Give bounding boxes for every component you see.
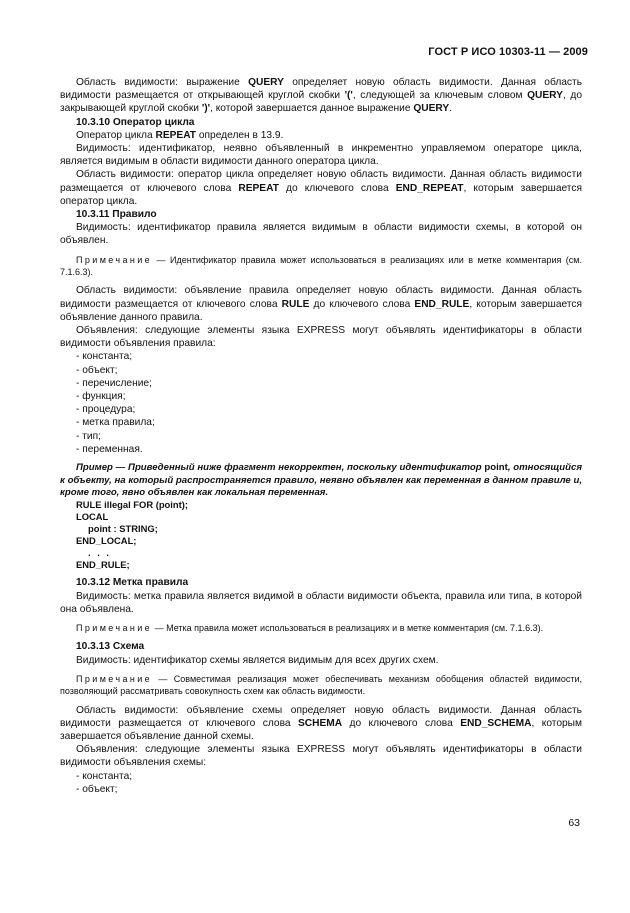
code-line: END_LOCAL;: [76, 535, 137, 547]
query-scope-paragraph: Область видимости: выражение QUERY определяет новую область видимости. Данная область видимости размещается от открывающей круглой скобки '(', следующей за ключевым словом QUERY, до закрывающей круглой скобки ')', которой завершается данное выражение QUERY.: [60, 77, 583, 115]
list-item: - функция;: [76, 391, 126, 403]
code-line: LOCAL: [76, 511, 109, 523]
list-item: - перечисление;: [76, 377, 152, 389]
code-line: RULE illegal FOR (point);: [76, 499, 188, 511]
list-item: - процедура;: [76, 404, 136, 416]
document-header: ГОСТ Р ИСО 10303-11 — 2009: [428, 46, 588, 58]
rule-scope-paragraph: Область видимости: объявление правила определяет новую область видимости. Данная область видимости размещается от ключевого слова RULE до ключевого слова END_RULE, которым завершается объявление данного правила.: [60, 285, 582, 323]
section-heading-10-3-10: 10.3.10 Оператор цикла: [76, 116, 195, 128]
rule-note: Примечание — Идентификатор правила может использоваться в реализациях или в метке комментария (см. 7.1.6.3).: [60, 254, 582, 278]
rule-visibility-paragraph: Видимость: идентификатор правила является видимым в области видимости схемы, в которой он объявлен.: [60, 222, 582, 247]
list-item: - константа;: [76, 351, 133, 363]
list-item: - тип;: [76, 430, 101, 442]
rule-example: Пример — Приведенный ниже фрагмент некорректен, поскольку идентификатор point, относящийся к объекту, на который распространяется правило, неявно объявлен как переменная в данном правиле и, кроме того, явно объявлен как локальная переменная.: [60, 462, 582, 498]
rule-label-note: Примечание — Метка правила может использоваться в реализациях и в метке комментария (см. 7.1.6.3).: [76, 622, 544, 633]
code-line: . . .: [88, 547, 112, 559]
repeat-visibility-paragraph: Видимость: идентификатор, неявно объявленный в инкрементно управляемом операторе цикла, является видимым в области видимости данного оператора цикла.: [60, 143, 582, 168]
schema-note: Примечание — Совместимая реализация может обеспечивать механизм обобщения областей видимости, позволяющий рассматривать совокупность схем как область видимости.: [60, 673, 582, 697]
list-item: - константа;: [76, 770, 133, 782]
page-body: [60, 76, 582, 796]
section-heading-10-3-13: 10.3.13 Схема: [76, 641, 145, 653]
list-item: - переменная.: [76, 443, 143, 455]
code-line: point : STRING;: [88, 523, 158, 535]
list-item: - объект;: [76, 364, 118, 376]
schema-scope-paragraph: Область видимости: объявление схемы определяет новую область видимости. Данная область видимости размещается от ключевого слова SCHEMA до ключевого слова END_SCHEMA, которым завершается объявление данной схемы.: [60, 704, 582, 742]
list-item: - объект;: [76, 783, 118, 795]
rule-declarations-paragraph: Объявления: следующие элементы языка EXPRESS могут объявлять идентификаторы в области видимости объявления правила:: [60, 325, 582, 350]
schema-declarations-paragraph: Объявления: следующие элементы языка EXPRESS могут объявлять идентификаторы в области видимости объявления схемы:: [60, 744, 582, 769]
repeat-scope-paragraph: Область видимости: оператор цикла определяет новую область видимости. Данная область видимости размещается от ключевого слова REPEAT до ключевого слова END_REPEAT, которым завершается оператор цикла.: [60, 169, 582, 207]
section-heading-10-3-11: 10.3.11 Правило: [76, 209, 157, 221]
schema-visibility-paragraph: Видимость: идентификатор схемы является видимым для всех других схем.: [76, 654, 439, 666]
list-item: - метка правила;: [76, 417, 155, 429]
page-number: 63: [568, 817, 580, 829]
section-heading-10-3-12: 10.3.12 Метка правила: [76, 577, 189, 589]
repeat-definition-paragraph: Оператор цикла REPEAT определен в 13.9.: [76, 129, 284, 141]
rule-label-visibility-paragraph: Видимость: метка правила является видимой в области видимости объекта, правила или типа, в которой она объявлена.: [60, 590, 582, 615]
code-line: END_RULE;: [76, 559, 130, 571]
